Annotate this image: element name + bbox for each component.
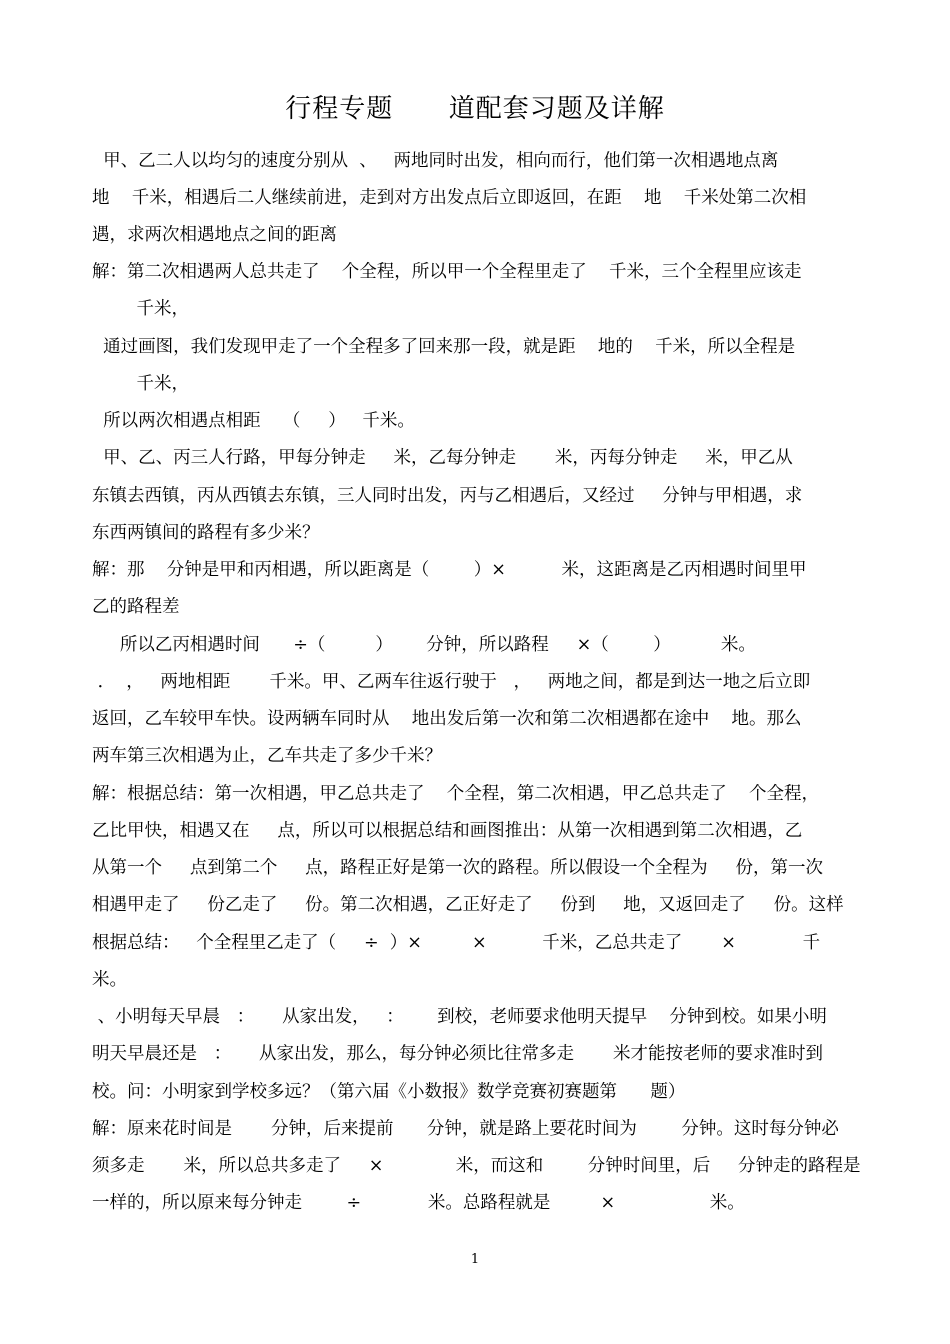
text-line: 两车第三次相遇为止，乙车共走了多少千米？	[92, 746, 442, 766]
text-line: 乙的路程差	[92, 597, 180, 617]
text-line: 乙比甲快，相遇又在 点，所以可以根据总结和画图推出：从第一次相遇到第二次相遇，乙	[92, 821, 803, 841]
text-line: 从第一个 点到第二个 点，路程正好是第一次的路程。所以假设一个全程为 份，第一次	[92, 858, 823, 878]
text-line: 甲、乙、丙三人行路，甲每分钟走 米，乙每分钟走 米，丙每分钟走 米，甲乙从	[92, 448, 793, 468]
text-line: 相遇甲走了 份乙走了 份。第二次相遇，乙正好走了 份到 地，又返回走了 份。这样	[92, 895, 844, 915]
text-line: ． ， 两地相距 千米。甲、乙两车往返行驶于 ， 两地之间，都是到达一地之后立即	[92, 672, 811, 692]
text-line: 解：原来花时间是 分钟，后来提前 分钟，就是路上要花时间为 分钟。这时每分钟必	[92, 1119, 839, 1139]
text-line: 千米，	[92, 299, 190, 319]
text-line: 遇，求两次相遇地点之间的距离	[92, 225, 337, 245]
text-line: 解：根据总结：第一次相遇，甲乙总共走了 个全程，第二次相遇，甲乙总共走了 个全程，	[92, 784, 819, 804]
text-line: 、小明每天早晨 ： 从家出发， ： 到校，老师要求他明天提早 分钟到校。如果小明	[92, 1007, 827, 1027]
text-line: 通过画图，我们发现甲走了一个全程多了回来那一段，就是距 地的 千米，所以全程是	[92, 337, 796, 357]
text-line: 解：第二次相遇两人总共走了 个全程，所以甲一个全程里走了 千米，三个全程里应该走	[92, 262, 802, 282]
text-line: 甲、乙二人以均匀的速度分别从 、 两地同时出发，相向而行，他们第一次相遇地点离	[92, 151, 779, 171]
text-line: 东西两镇间的路程有多少米？	[92, 523, 320, 543]
text-line: 千米，	[92, 374, 190, 394]
page-number: 1	[470, 1252, 480, 1267]
text-line: 一样的，所以原来每分钟走 ÷ 米。总路程就是 × 米。	[92, 1193, 745, 1213]
text-line: 须多走 米，所以总共多走了 × 米，而这和 分钟时间里，后 分钟走的路程是	[92, 1156, 861, 1176]
text-line: 所以两次相遇点相距 （ ） 千米。	[92, 411, 415, 431]
text-line: 返回，乙车较甲车快。设两辆车同时从 地出发后第一次和第二次相遇都在途中 地。那么	[92, 709, 802, 729]
text-line: 校。问：小明家到学校多远？（第六届《小数报》数学竞赛初赛题第 题）	[92, 1082, 686, 1102]
text-line: 地 千米，相遇后二人继续前进，走到对方出发点后立即返回，在距 地 千米处第二次相	[92, 188, 807, 208]
text-line: 解：那 分钟是甲和丙相遇，所以距离是（ ）× 米，这距离是乙丙相遇时间里甲	[92, 560, 807, 580]
text-line: 东镇去西镇，丙从西镇去东镇，三人同时出发，丙与乙相遇后，又经过 分钟与甲相遇，求	[92, 486, 803, 506]
text-line: 米。	[92, 970, 127, 990]
text-line: 明天早晨还是 ： 从家出发，那么，每分钟必须比往常多走 米才能按老师的要求准时到	[92, 1044, 823, 1064]
text-line: 根据总结： 个全程里乙走了（ ÷ ）× × 千米，乙总共走了 × 千	[92, 933, 821, 953]
document-title: 行程专题 道配套习题及详解	[285, 94, 665, 124]
text-line: 所以乙丙相遇时间 ÷（ ） 分钟，所以路程 ×（ ） 米。	[92, 635, 756, 655]
